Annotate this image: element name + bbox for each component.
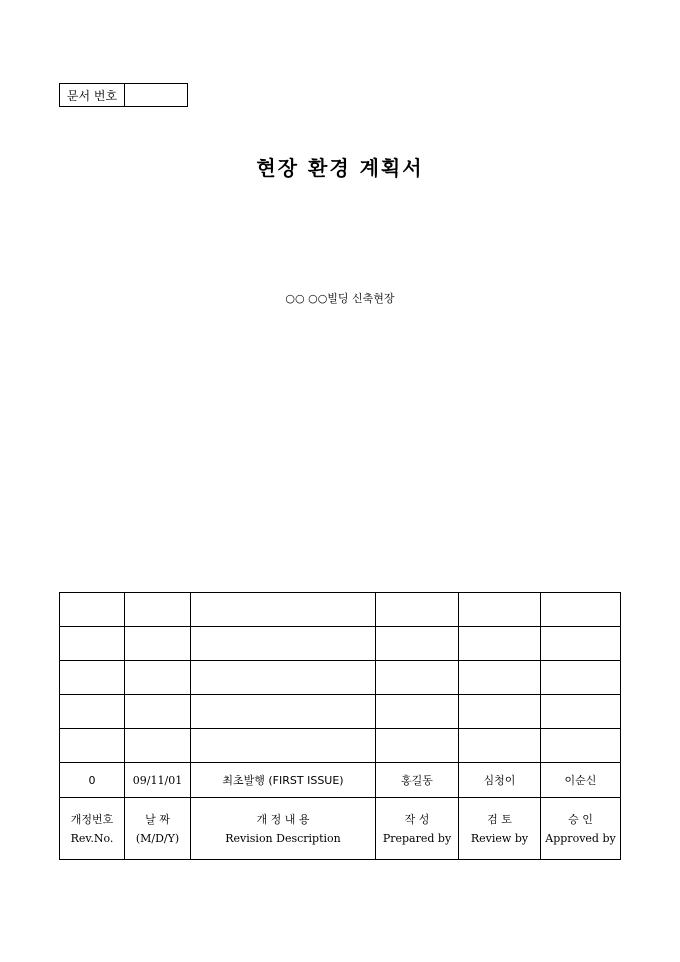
header-approved (541, 798, 621, 860)
empty-cell (191, 729, 376, 763)
empty-cell (125, 593, 191, 627)
empty-cell (125, 729, 191, 763)
empty-cell (459, 695, 541, 729)
header-prepared-ko: 작 성 (404, 812, 430, 826)
table-row-empty (60, 661, 621, 695)
table-row-empty (60, 695, 621, 729)
empty-cell (376, 627, 459, 661)
empty-cell (459, 627, 541, 661)
table-row-empty (60, 593, 621, 627)
revision-blank-rows (60, 593, 621, 763)
empty-cell (541, 593, 621, 627)
empty-cell (191, 695, 376, 729)
empty-cell (541, 695, 621, 729)
header-prepared-en: Prepared by (382, 831, 452, 845)
header-rev-no (60, 798, 125, 860)
header-rev-no-en: Rev.No. (70, 831, 114, 845)
empty-cell (60, 627, 125, 661)
table-row-empty (60, 729, 621, 763)
document-number-box (59, 83, 188, 107)
header-description (191, 798, 376, 860)
header-date (125, 798, 191, 860)
empty-cell (459, 593, 541, 627)
empty-cell (541, 661, 621, 695)
document-number-value (125, 84, 188, 107)
prepared-by-cell: 홍길동 (376, 763, 459, 798)
empty-cell (376, 729, 459, 763)
approved-by-cell: 이순신 (541, 763, 621, 798)
header-review-en: Review by (470, 831, 529, 845)
empty-cell (541, 627, 621, 661)
date-cell: 09/11/01 (125, 763, 191, 798)
empty-cell (191, 627, 376, 661)
empty-cell (459, 729, 541, 763)
document-number-label: 문서 번호 (60, 84, 125, 107)
header-review-ko: 검 토 (487, 812, 512, 826)
empty-cell (60, 729, 125, 763)
empty-cell (60, 593, 125, 627)
empty-cell (125, 627, 191, 661)
empty-cell (125, 695, 191, 729)
header-approved-ko: 승 인 (568, 812, 593, 826)
table-row-first-issue (60, 763, 621, 798)
header-review (459, 798, 541, 860)
empty-cell (191, 593, 376, 627)
page-subtitle: ○○ ○○빌딩 신축현장 (285, 292, 395, 305)
header-description-en: Revision Description (225, 831, 341, 845)
empty-cell (459, 661, 541, 695)
rev-no-cell: 0 (60, 763, 125, 798)
table-row-empty (60, 627, 621, 661)
empty-cell (376, 695, 459, 729)
empty-cell (125, 661, 191, 695)
header-approved-en: Approved by (545, 831, 616, 845)
header-prepared (376, 798, 459, 860)
empty-cell (60, 695, 125, 729)
review-by-cell: 심청이 (459, 763, 541, 798)
table-header-row (60, 798, 621, 860)
header-date-en: (M/D/Y) (135, 831, 180, 845)
header-date-ko: 날 짜 (145, 812, 170, 826)
empty-cell (376, 593, 459, 627)
page-title: 현장 환경 계획서 (256, 156, 424, 180)
empty-cell (376, 661, 459, 695)
empty-cell (541, 729, 621, 763)
header-description-ko: 개 정 내 용 (256, 812, 310, 826)
revision-table (59, 592, 621, 860)
description-cell: 최초발행 (FIRST ISSUE) (191, 763, 376, 798)
empty-cell (60, 661, 125, 695)
header-rev-no-ko: 개정번호 (70, 812, 114, 826)
empty-cell (191, 661, 376, 695)
